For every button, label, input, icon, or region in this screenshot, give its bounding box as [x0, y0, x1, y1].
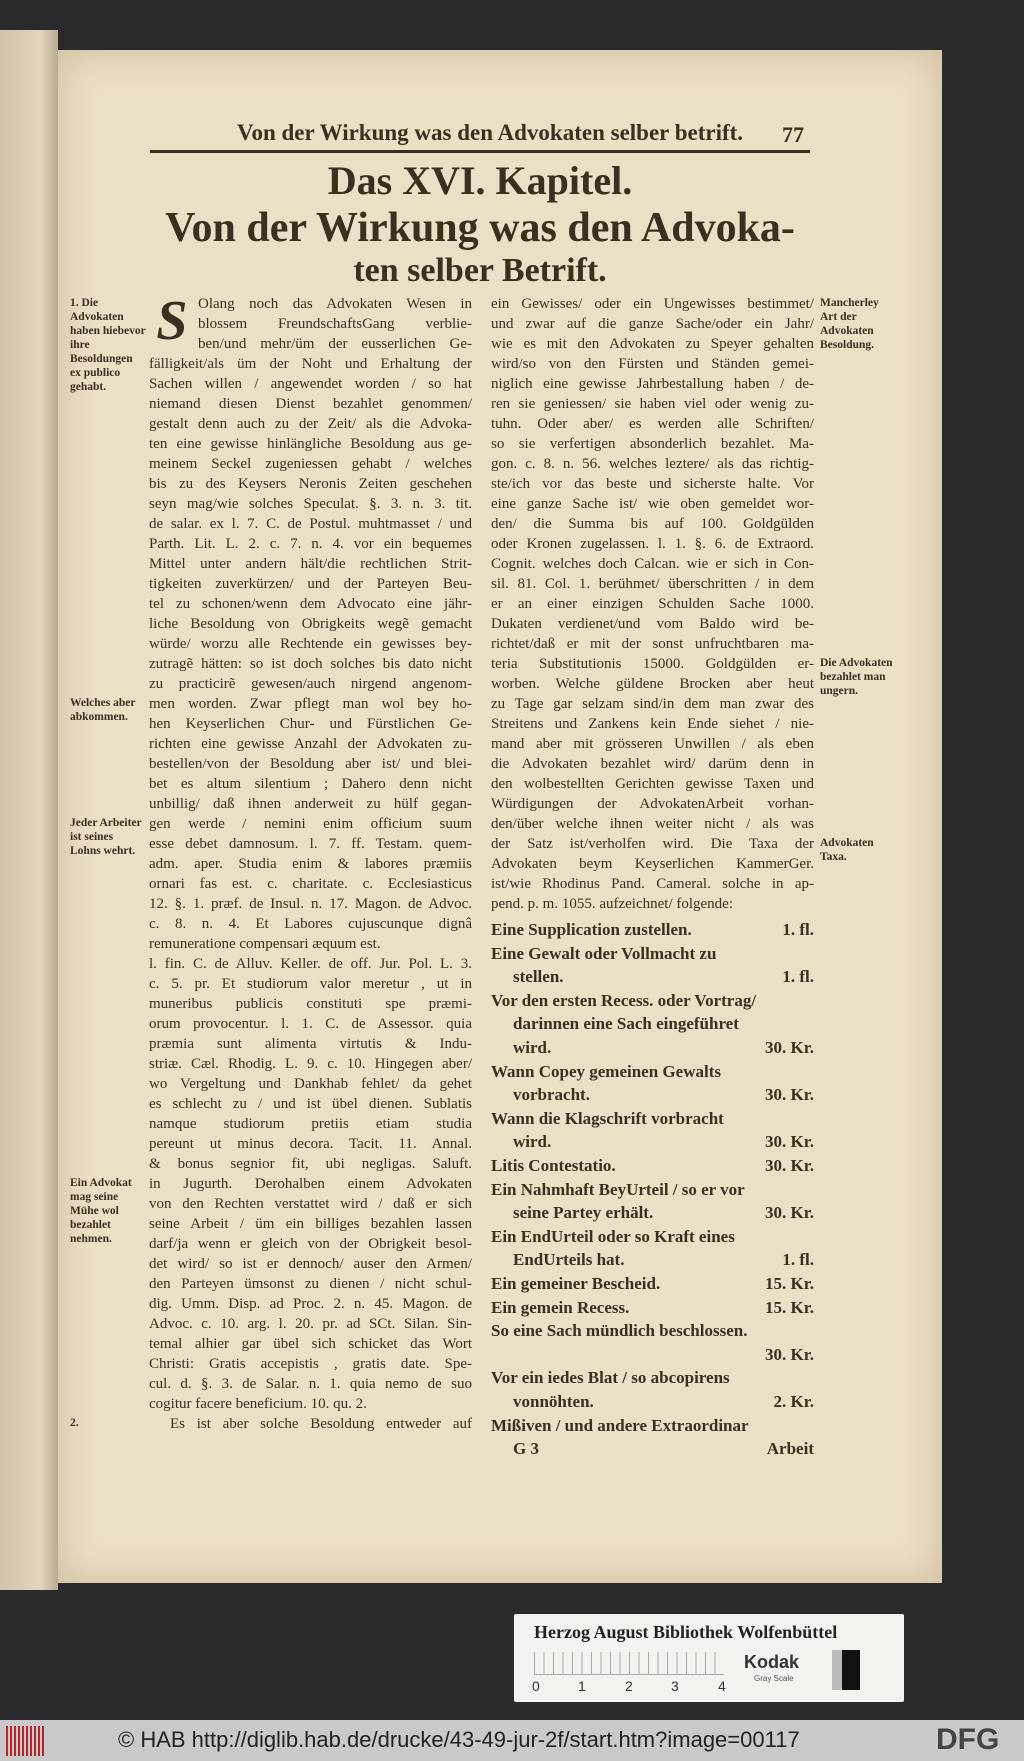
right-column-line: die Advokaten bezahlet wird/ darüm denn in — [491, 756, 814, 772]
left-column-line: von den Rechten verstattet wird / daß er sich — [149, 1196, 472, 1212]
tariff-row — [491, 965, 814, 988]
tariff-row — [491, 1390, 814, 1413]
right-column-line: richtet/daß er mit der sonst unfruchtbaren ma- — [491, 636, 814, 652]
right-column-line: Würdigungen der AdvokatenArbeit vorhan- — [491, 796, 814, 812]
right-column-line: zu Tage gar selzam sind/in dem man zwar des — [491, 696, 814, 712]
left-column-line: zu practicirẽ gewesen/auch nirgend angenom- — [149, 676, 472, 692]
right-column-line: wird/so von den Fürsten und Ständen gemei- — [491, 356, 814, 372]
right-column-line: ren sie geniessen/ sie haben viel oder wenig zu- — [491, 396, 814, 412]
left-column-line: bestellen/von der Besoldung aber ist/ und blei- — [149, 756, 472, 772]
kodak-brand: Kodak — [744, 1652, 800, 1672]
tariff-row — [491, 1130, 814, 1153]
right-column-line: sil. 81. Col. 1. berühmet/ überschritten / in dem — [491, 576, 814, 592]
tariff-item: Ein gemeiner Bescheid. — [491, 1274, 661, 1293]
page-number: 77 — [782, 122, 804, 147]
left-margin-note: 1. Die Advokaten haben hiebevor ihre Besoldungen ex publico gehabt. — [70, 297, 146, 393]
tariff-item: Eine Supplication zustellen. — [491, 920, 692, 939]
library-name: Herzog August Bibliothek Wolfenbüttel — [534, 1622, 838, 1642]
ruler-number: 2 — [625, 1678, 633, 1694]
right-column-line: so sie verfertigen absonderlich bezahlet. Ma- — [491, 436, 814, 452]
right-column-line: den/über welche ihnen weiter nicht / als was — [491, 816, 814, 832]
left-column-line: hen Keyserlichen Chur- und Fürstlichen Ge- — [149, 716, 472, 732]
left-column-line: Christi: Gratis accepistis , gratis date. Spe- — [149, 1356, 472, 1372]
tariff-row — [491, 942, 814, 965]
chapter-title-line-2: ten selber Betrift. — [353, 252, 607, 289]
right-column-line: Cognit. welches doch Calcan. wie er sich in Con- — [491, 556, 814, 572]
tariff-row — [491, 1248, 814, 1271]
tariff-item: G 3 — [513, 1439, 539, 1459]
right-column-line: oder Kronen zugelassen. l. 1. §. 6. de Extraord. — [491, 536, 814, 552]
tariff-row — [491, 1201, 814, 1224]
tariff-price: 1. fl. — [782, 920, 814, 939]
tariff-item: stellen. — [513, 967, 564, 987]
right-column-line: Advokaten beym Keyserlichen KammerGer. — [491, 856, 814, 872]
tariff-price: 30. Kr. — [765, 1344, 814, 1364]
left-column-line: bet es altum silentium ; Dahero denn nicht — [149, 776, 472, 792]
right-column-line: teria Substitutionis 15000. Goldgülden er- — [491, 656, 814, 672]
tariff-row — [491, 1296, 814, 1319]
left-column-line: richten eine gewisse Anzahl der Advokaten zu- — [149, 736, 472, 752]
left-column-line: & bonus segnior fit, ubi negligas. Saluft. — [149, 1156, 472, 1172]
previous-page-edge — [0, 30, 58, 1590]
left-column-line: ben/und mehr/üm der eusserlichen Ge- — [198, 336, 472, 352]
tariff-price: 30. Kr. — [765, 1132, 814, 1152]
ruler-scale — [534, 1652, 724, 1675]
tariff-price: 1. fl. — [782, 1250, 814, 1270]
right-column-line: den/ die Summa bis auf 100. Goldgülden — [491, 516, 814, 532]
left-column-line: meinem Seckel zugeniessen gehabt / welches — [149, 456, 472, 472]
left-column-line: namque studiorum pretiis etiam studia — [149, 1116, 472, 1132]
left-column-line: pereunt ut minus decora. Tacit. 11. Annal. — [149, 1136, 472, 1152]
left-column-line: temal alhier gar übel sich schicket das Wort — [149, 1336, 472, 1352]
left-column-line: fälligkeit/als üm der Noht und Erhaltung der — [149, 356, 472, 372]
right-column-line: den wolbestellten Gerichten gewisse Taxen und — [491, 776, 814, 792]
left-column-line: wo Vergeltung und Dankhab fehlet/ da gehet — [149, 1076, 472, 1092]
source-url[interactable]: © HAB http://diglib.hab.de/drucke/43-49-jur-2f/start.htm?image=00117 — [118, 1727, 800, 1752]
ruler-number: 0 — [532, 1678, 540, 1694]
left-column-line: l. fin. C. de Alluv. Keller. de off. Jur. Pol. L. 3. — [149, 956, 472, 972]
right-column-line: ist/wie Rhodinus Pand. Cameral. solche in ap- — [491, 876, 814, 892]
right-column-line: pend. p. m. 1055. aufzeichnet/ folgende: — [491, 896, 734, 912]
tariff-price: 30. Kr. — [765, 1038, 814, 1057]
left-column-line: remuneratione compensari æquum est. — [149, 936, 381, 952]
left-column-line: gestalt denn auch zu der Zeit/ als die Advoka- — [149, 416, 472, 432]
left-column-line: Sachen willen / angewendet worden / so hat — [149, 376, 472, 392]
ruler-number: 4 — [718, 1678, 726, 1694]
right-column-line: Streitens und Zankens kein Ende siehet / nie- — [491, 716, 814, 732]
chapter-title-line-1: Von der Wirkung was den Advoka- — [165, 205, 795, 251]
left-column-line: de salar. ex l. 7. C. de Postul. muhtmasset / und — [149, 516, 472, 532]
left-column-line: würde/ worzu alle Rechtende ein gewisses bey- — [149, 636, 472, 652]
tariff-price: 30. Kr. — [765, 1156, 814, 1175]
tariff-row — [491, 1012, 814, 1035]
left-column-line: darf/ja wenn er gleich von der Obrigkeit besol- — [149, 1236, 472, 1252]
right-column-line: Dukaten verdienet/und vom Baldo wird be- — [491, 616, 814, 632]
tariff-price: 1. fl. — [782, 967, 814, 987]
left-column-line: c. 8. n. 4. Et Labores cujuscunque dignâ — [149, 916, 472, 932]
drop-cap: S — [156, 290, 188, 352]
left-column-line: tigkeiten zuverkürzen/ und der Parteyen Beu- — [149, 576, 472, 592]
tariff-row — [491, 1366, 814, 1389]
dfg-logo: DFG — [936, 1723, 1000, 1756]
left-column-line: den Parteyen ümsonst zu dienen / nicht schul- — [149, 1276, 472, 1292]
left-column-line: seine Arbeit / üm ein billiges bezahlen lassen — [149, 1216, 472, 1232]
tariff-item: Ein EndUrteil oder so Kraft eines — [491, 1226, 735, 1246]
tariff-price: 30. Kr. — [765, 1203, 814, 1223]
tariff-row — [491, 1414, 814, 1437]
right-column-line: wie es mit den Advokaten zu Speyer gehalten — [491, 336, 814, 352]
ruler-number: 3 — [671, 1678, 679, 1694]
right-column-line: eine ganze Sache ist/ wie oben gemeldet wor- — [491, 496, 814, 512]
right-column-line: ein Gewisses/ oder ein Ungewisses bestimmet/ — [491, 296, 814, 312]
tariff-row — [491, 1107, 814, 1130]
right-column-line: und zwar auf die ganze Sache/oder ein Jahr/ — [491, 316, 814, 332]
right-column-line: ste/ich vor das beste und sicherste halte. Vor — [491, 476, 814, 492]
left-margin-note: Ein Advokat mag seine Mühe wol bezahlet nehmen. — [70, 1177, 132, 1245]
left-column-line: præmia sunt alimenta virtutis & Indu- — [149, 1036, 472, 1052]
tariff-item: vorbracht. — [513, 1085, 590, 1105]
right-column-line: niglich eine gewisse Jahrbestallung haben / de- — [491, 376, 814, 392]
tariff-row — [491, 1178, 814, 1201]
left-column-line: gen werde / nemini enim officium suum — [149, 816, 472, 832]
left-column-line: c. 5. pr. Et studiorum valor meretur , ut in — [149, 976, 472, 992]
tariff-row — [491, 1060, 814, 1083]
tariff-item: Vor den ersten Recess. oder Vortrag/ — [491, 990, 757, 1010]
left-column-line: ten eine gewisse hinlängliche Besoldung aus ge- — [149, 436, 472, 452]
left-column-line: zutragẽ hätten: so ist doch solches bis dato nicht — [149, 656, 472, 672]
left-column-line: muneribus publicis constituti spe præmi- — [149, 996, 472, 1012]
tariff-item: EndUrteils hat. — [513, 1250, 625, 1270]
left-column-line: cul. d. §. 3. de Salar. n. 1. quia nemo de suo — [149, 1376, 472, 1392]
tariff-row — [491, 1319, 814, 1342]
left-column-line: in Jugurth. Derohalben einem Advokaten — [149, 1176, 472, 1192]
footer-bar — [0, 1720, 1024, 1761]
left-column-line: striæ. Cæl. Rhodig. L. 9. c. 10. Hingegen aber/ — [149, 1056, 472, 1072]
left-column-line: seyn mag/wie solches Speculat. §. 3. n. 3. tit. — [149, 496, 472, 512]
tariff-row — [491, 1272, 814, 1295]
ruler-number: 1 — [578, 1678, 586, 1694]
tariff-row — [491, 989, 814, 1012]
right-column-line: der Satz ist/verholfen wird. Die Taxa der — [491, 836, 814, 852]
tariff-item: Wann die Klagschrift vorbracht — [491, 1108, 724, 1128]
header-rule — [150, 150, 810, 153]
left-column-line: men worden. Zwar pflegt man wol bey ho- — [149, 696, 472, 712]
left-column-line: Es ist aber solche Besoldung entweder auf — [170, 1416, 472, 1432]
left-column-line: ornari fas est. c. charitate. c. Ecclesiasticus — [149, 876, 472, 892]
left-column-line: cogitur facere beneficium. 10. qu. 2. — [149, 1396, 367, 1412]
right-margin-note: Die Advokaten bezahlet man ungern. — [820, 657, 893, 697]
left-column-line: tel zu schonen/wenn dem Advocato eine jähr- — [149, 596, 472, 612]
left-column-line: esse debet damnosum. l. 7. ff. Testam. quem- — [149, 836, 472, 852]
tariff-item: darinnen eine Sach eingeführet — [513, 1014, 739, 1034]
right-column-line: gon. c. 8. n. 56. welches leztere/ als das richtig- — [491, 456, 814, 472]
tariff-price: 2. Kr. — [773, 1392, 814, 1411]
left-column-line: 12. §. 1. præf. de Insul. n. 17. Magon. de Advoc. — [149, 896, 472, 912]
left-column-line: niemand diesen Dienst bezahlet genommen/ — [149, 396, 472, 412]
tariff-row — [491, 1036, 814, 1059]
gray-scale-patch — [832, 1650, 860, 1690]
tariff-item: Ein gemein Recess. — [491, 1297, 630, 1317]
tariff-item: wird. — [513, 1038, 552, 1057]
left-column-line: liche Besoldung von Obrigkeits wegẽ gemacht — [149, 616, 472, 632]
left-column-line: orum provocentur. l. 1. C. de Assessor. quia — [149, 1016, 472, 1032]
left-column-line: Olang noch das Advokaten Wesen in — [198, 296, 472, 312]
tariff-item: vonnöhten. — [513, 1392, 594, 1411]
tariff-price: 30. Kr. — [765, 1085, 814, 1105]
running-head: Von der Wirkung was den Advokaten selber betrift. — [236, 120, 744, 145]
tariff-price: 15. Kr. — [765, 1274, 814, 1293]
tariff-row — [491, 1083, 814, 1106]
right-column-line: er an einer einzigen Schulden Sache 1000. — [491, 596, 814, 612]
tariff-row — [491, 1154, 814, 1177]
left-margin-note: Jeder Arbeiter ist seines Lohns wehrt. — [70, 817, 142, 857]
tariff-price: 15. Kr. — [765, 1297, 814, 1317]
tariff-item: Litis Contestatio. — [491, 1156, 616, 1175]
tariff-item: wird. — [513, 1132, 552, 1152]
right-margin-note: Advokaten Taxa. — [820, 837, 874, 863]
tariff-item: Ein Nahmhaft BeyUrteil / so er vor — [491, 1179, 745, 1199]
right-column-line: worben. Welche güldene Brocken aber heut — [491, 676, 814, 692]
right-margin-note: Mancherley Art der Advokaten Besoldung. — [820, 297, 879, 351]
left-column-line: Advoc. c. 10. arg. l. 20. pr. ad SCt. Silan. Sin- — [149, 1316, 472, 1332]
tariff-item: Vor ein iedes Blat / so abcopirens — [491, 1368, 730, 1388]
tariff-row — [491, 1343, 814, 1366]
tariff-row — [491, 918, 814, 941]
left-column-line: unbillig/ daß ihnen anderweit zu hülf gegan- — [149, 796, 472, 812]
left-column-line: Mittel unter andern hält/die rechtlichen Strit- — [149, 556, 472, 572]
left-column-line: adm. aper. Studia enim & labores præmiis — [149, 856, 472, 872]
tariff-item: Wann Copey gemeinen Gewalts — [491, 1061, 721, 1081]
gray-scale-caption: Gray Scale — [754, 1674, 794, 1683]
tariff-item: Mißiven / und andere Extraordinar — [491, 1415, 749, 1435]
left-margin-note: Welches aber abkommen. — [70, 697, 136, 723]
tariff-item: Eine Gewalt oder Vollmacht zu — [491, 943, 717, 963]
left-margin-note: 2. — [70, 1417, 79, 1429]
left-column-line: es schlecht zu / und ist übel dienen. Sublatis — [149, 1096, 472, 1112]
tariff-item: seine Partey erhält. — [513, 1203, 654, 1223]
library-label-card — [514, 1614, 904, 1702]
left-column-line: det wird/ so ist er dennoch/ auser den Armen/ — [149, 1256, 472, 1272]
chapter-number: Das XVI. Kapitel. — [327, 158, 633, 203]
left-column-line: blossem FreundschaftsGang verblie- — [198, 316, 472, 332]
right-column-line: tuhn. Oder aber/ es werden alle Schriften/ — [491, 416, 814, 432]
tariff-price: Arbeit — [766, 1439, 814, 1459]
tariff-row — [491, 1225, 814, 1248]
right-column-line: mand aber mit grösseren Unwillen / als eben — [491, 736, 814, 752]
hab-logo-icon — [6, 1726, 44, 1756]
tariff-item: So eine Sach mündlich beschlossen. — [491, 1321, 748, 1341]
left-column-line: dig. Umm. Disp. ad Proc. 2. n. 45. Magon. de — [149, 1296, 472, 1312]
left-column-line: Parth. Lit. L. 2. c. 7. n. 4. vor ein bequemes — [149, 536, 472, 552]
tariff-row — [491, 1437, 814, 1460]
left-column-line: bis zu des Keysers Neronis Zeiten geschehen — [149, 476, 472, 492]
